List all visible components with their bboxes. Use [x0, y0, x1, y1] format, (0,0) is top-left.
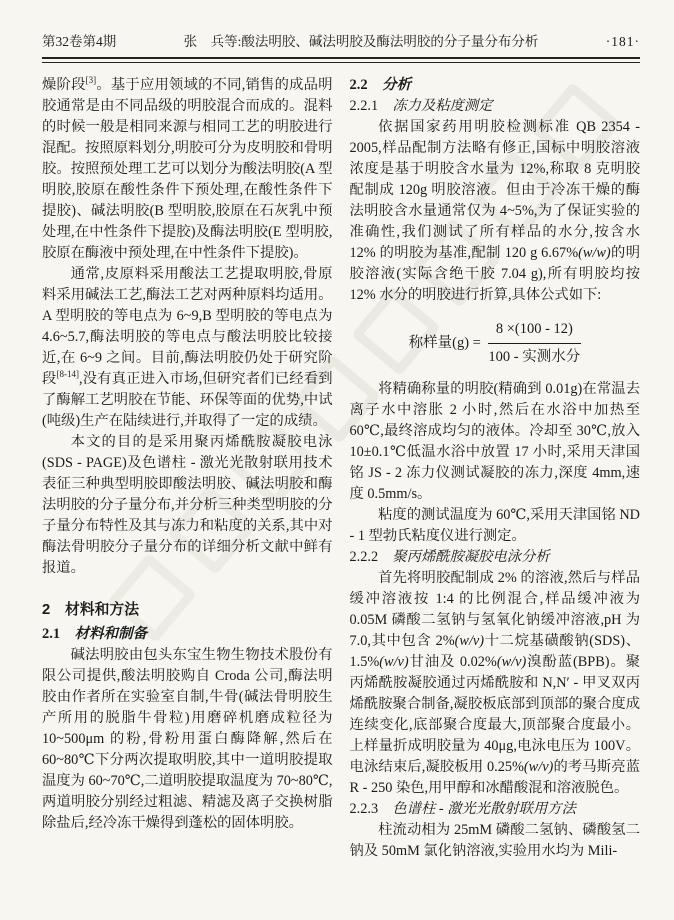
italic-text: 分析 [382, 77, 412, 93]
citation-ref: [3] [85, 75, 97, 86]
italic-text: 色谱柱 - 激光光散射联用方法 [392, 801, 576, 817]
section-heading [350, 547, 641, 568]
journal-issue: 第32卷第4期 [42, 34, 117, 49]
section-heading [42, 624, 333, 645]
text-run: 。基于应用领域的不同,销售的成品明胶通常是由不同品级的明胶混合而成的。混料的时候一般是相同来源与相同工艺的明胶进行混配。按照原料划分,明胶可分为皮明胶和骨明胶。按照预处理工艺可以划分为酸法明胶(A 型明胶,胶原在酸性条件下预处理,在酸性条件下提胶)、碱法明胶(B 型明胶,胶原在石灰乳中预处理,在中性条件下提胶)及酶法明胶(E 型明胶,胶原在酶液中预处理,在中性条件下提胶)。 [42, 77, 333, 261]
paragraph [350, 820, 641, 862]
text-run: 2.2 [349, 77, 383, 93]
formula-denominator: 100 - 实测水分 [488, 349, 581, 365]
text-run: 的明胶溶液(实际含绝干胶 7.04 g),所有明胶均按 12% 水分的明胶进行折算,具体公式如下: [349, 245, 640, 303]
header-rule [42, 57, 640, 63]
text-run: 2 材料和方法 [42, 602, 140, 618]
text-run: 粘度的测试温度为 60℃,采用天津国铭 ND - 1 型勃氏粘度仪进行测定。 [349, 507, 640, 544]
italic-text: 聚丙烯酰胺凝胶电泳分析 [392, 549, 550, 565]
citation-ref: [8-14] [56, 369, 79, 380]
paragraph [42, 432, 333, 579]
paragraph [42, 264, 333, 432]
text-run: 将精确称量的明胶(精确到 0.01g)在常温去离子水中溶胀 2 小时,然后在水浴中加热至 60℃,最终溶成均匀的液体。冷却至 30℃,放入 10±0.1℃低温水浴中放置 17 小时,采用天津国铭 JS - 2 冻力仪测试凝胶的冻力,深度 4mm,速度 0.5mm/s。 [349, 381, 640, 502]
text-run: 首先将明胶配制成 2% 的溶液,然后与样品缓冲溶液按 1:4 的比例混合,样品缓冲液为 0.05M 磷酸二氢钠与氢氧化钠缓冲溶液,pH 为 7.0,其中包含 2% [349, 570, 640, 649]
formula-sample-weight [350, 319, 641, 368]
text-run: 2.2.1 [349, 98, 393, 114]
running-title: 张 兵等:酸法明胶、碱法明胶及酶法明胶的分子量分布分析 [183, 34, 539, 49]
left-column [42, 75, 333, 862]
formula-numerator: 8 ×(100 - 12) [488, 319, 581, 344]
article-body [42, 75, 640, 862]
text-run: 依据国家药用明胶检测标准 QB 2354 - 2005,样品配制方法略有修正,国标中明胶溶液浓度是基于明胶含水量为 12%,称取 8 克明胶配制成 120g 明胶溶液。但由于冷冻干燥的酶法明胶含水量通常仅为 4~5%,为了保证实验的准确性,我们测试了所有样品的水分,按含水 12% 的明胶为基准,配制 120 g 6.67% [349, 119, 640, 261]
italic-text: 材料和制备 [74, 626, 148, 642]
text-run: 柱流动相为 25mM 磷酸二氢钠、磷酸氢二钠及 50mM 氯化钠溶液,实验用水均为 Mili- [349, 822, 640, 859]
page-number: ·181· [605, 34, 640, 49]
text-run: 2.2.2 [349, 549, 393, 565]
rule-thick [42, 57, 640, 59]
page-header [42, 30, 640, 50]
text-run: 甘油及 0.02% [408, 654, 497, 670]
right-column [350, 75, 641, 862]
formula-lhs: 称样量(g) = [408, 335, 481, 351]
text-run: 十二烷基磺酸钠(SDS)、1.5% [349, 633, 641, 670]
italic-text: 冻力及粘度测定 [392, 98, 493, 114]
text-run: 2.1 [42, 626, 75, 642]
text-run: 碱法明胶由包头东宝生物生物技术股份有限公司提供,酸法明胶购自 Croda 公司,酶法明胶由作者所在实验室自制,牛骨(碱法骨明胶生产所用的脱脂牛骨粒)用磨碎机磨成粒径为 10~500μm 的粉,骨粉用蛋白酶降解,然后在 60~80℃下分两次提取明胶,其中一道明胶提取温度为 60~70℃,二道明胶提取温度为 70~80℃,两道明胶分别经过粗滤、精滤及离子交换树脂除盐后,经冷冻干燥得到蓬松的固体明胶。 [42, 647, 333, 831]
italic-text: (w/w) [578, 245, 611, 261]
paragraph [350, 568, 641, 799]
paragraph [350, 379, 641, 505]
text-run: 通常,皮原料采用酸法工艺提取明胶,骨原料采用碱法工艺,酶法工艺对两种原料均适用。A 型明胶的等电点为 6~9,B 型明胶的等电点为 4.6~5.7,酶法明胶的等电点与酸法明胶比较接近,在 6~9 之间。目前,酶法明胶仍处于研究阶段 [42, 266, 333, 387]
italic-text: (w/v) [496, 654, 527, 670]
section-heading [42, 600, 333, 621]
paragraph [42, 645, 333, 834]
formula-fraction [488, 319, 581, 368]
italic-text: (w/v) [454, 633, 485, 649]
paragraph [42, 75, 333, 264]
text-run: 燥阶段 [42, 77, 86, 93]
paragraph [350, 505, 641, 547]
text-run: 的考马斯亮蓝 R - 250 染色,用甲醇和冰醋酸混和溶液脱色。 [349, 759, 641, 796]
text-run: 溴酚蓝(BPB)。聚丙烯酰胺凝胶通过丙烯酰胺和 N,N′ - 甲叉双丙烯酰胺聚合制备,凝胶板底部到顶部的聚合度成连续变化,底部聚合度最大,顶部聚合度最小。上样量折成明胶量为 40μg,电泳电压为 100V。电泳结束后,凝胶板用 0.25% [349, 654, 640, 775]
paragraph [350, 117, 641, 306]
italic-text: (w/v) [379, 654, 409, 670]
italic-text: (w/v) [523, 759, 554, 775]
text-run: 本文的目的是采用聚丙烯酰胺凝胶电泳(SDS - PAGE)及色谱柱 - 激光光散射联用技术表征三种典型明胶即酸法明胶、碱法明胶和酶法明胶的分子量分布,并分析三种类型明胶的分子量分布特性及其与冻力和粘度的关系,其中对酶法骨明胶分子量分布的详细分析文献中鲜有报道。 [42, 434, 333, 576]
section-heading [350, 96, 641, 117]
section-heading [350, 799, 641, 820]
rule-thin [42, 62, 640, 63]
text-run: 2.2.3 [349, 801, 393, 817]
section-heading [350, 75, 641, 96]
text-run: ,没有真正进入市场,但研究者们已经看到了酶解工艺明胶在节能、环保等面的优势,中试(吨级)生产在陆续进行,并取得了一定的成绩。 [42, 371, 333, 429]
